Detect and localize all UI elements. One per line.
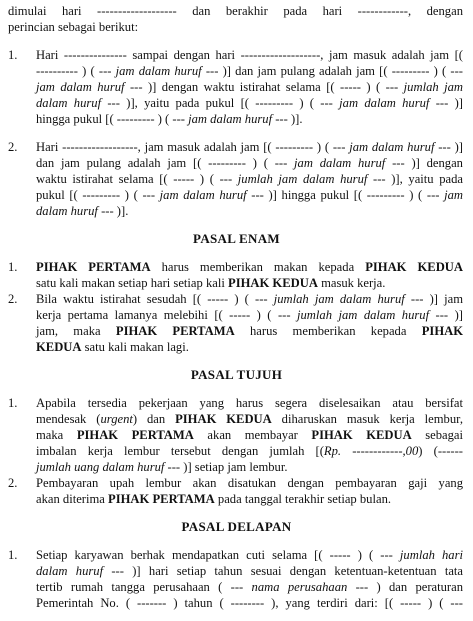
item-number: 1. xyxy=(8,260,18,274)
pasal6-i1-line-1: PIHAK PERTAMA harus memberikan makan kepada PIHAK KEDUA xyxy=(36,260,463,274)
p1-line-1: Hari --------------- sampai dengan hari -------------------, jam masuk adalah jam [( xyxy=(36,48,463,62)
item-number: 2. xyxy=(8,476,18,490)
item-number: 1. xyxy=(8,48,18,62)
intro-line-1: dimulai hari ------------------- dan berakhir pada hari ------------, dengan xyxy=(8,4,463,18)
pasal6-i2-line-3: jam, maka PIHAK PERTAMA harus memberikan kepada PIHAK xyxy=(36,324,463,338)
pasal6-i1-line-2: satu kali makan setiap hari setiap kali PIHAK KEDUA masuk kerja. xyxy=(36,276,386,290)
section-heading: PASAL DELAPAN xyxy=(181,519,292,534)
section-heading: PASAL TUJUH xyxy=(190,367,283,382)
p2-line-1: Hari ------------------, jam masuk adalah jam [( --------- ) ( --- jam dalam huruf --- )] xyxy=(36,140,463,154)
item-number: 2. xyxy=(8,292,18,306)
pasal6-i2-line-1: Bila waktu istirahat sesudah [( ----- ) ( --- jumlah jam dalam huruf --- )] jam xyxy=(36,292,464,306)
p1-line-3: jam dalam huruf --- )] dengan waktu istirahat selama [( ----- ) ( --- jumlah jam xyxy=(36,80,463,94)
intro-line-2: perincian sebagai berikut: xyxy=(8,20,139,34)
section-heading: PASAL ENAM xyxy=(193,231,280,246)
pasal7-i2-line-2: akan diterima PIHAK PERTAMA pada tanggal terakhir setiap bulan. xyxy=(36,492,392,506)
p1-line-2: ---------- ) ( --- jam dalam huruf --- )] dan jam pulang adalah jam [( --------- ) ( --- xyxy=(36,64,463,78)
item-number: 1. xyxy=(8,548,18,562)
pasal7-i1-line-5: jumlah uang dalam huruf --- )] setiap jam lembur. xyxy=(36,460,288,474)
p1-line-5: hingga pukul [( --------- ) ( --- jam dalam huruf --- )]. xyxy=(36,112,303,126)
p2-line-5: dalam huruf --- )]. xyxy=(36,204,129,218)
pasal7-i2-line-1: Pembayaran upah lembur akan disatukan dengan pembayaran gaji yang xyxy=(36,476,463,490)
pasal6-i2-line-2: kerja pertama lamanya melebihi [( ----- ) ( --- jumlah jam dalam huruf --- )] xyxy=(36,308,463,322)
pasal7-i1-line-2: mendesak (urgent) dan PIHAK KEDUA diharuskan masuk kerja lembur, xyxy=(36,412,463,426)
item-number: 2. xyxy=(8,140,18,154)
pasal6-i2-line-4: KEDUA satu kali makan lagi. xyxy=(36,340,189,354)
pasal8-i1-line-2: dalam huruf --- )] hari setiap tahun sesuai dengan ketentuan-ketentuan tata xyxy=(36,564,463,578)
pasal8-i1-line-1: Setiap karyawan berhak mendapatkan cuti selama [( ----- ) ( --- jumlah hari xyxy=(36,548,463,562)
pasal7-i1-line-1: Apabila tersedia pekerjaan yang harus segera diselesaikan atau bersifat xyxy=(36,396,463,410)
p2-line-2: dan jam pulang adalah jam [( --------- ) ( --- jam dalam huruf --- )] dengan xyxy=(36,156,463,170)
pasal8-i1-line-3: tertib rumah tangga perusahaan ( --- nama perusahaan --- ) dan peraturan xyxy=(36,580,463,594)
p2-line-3: waktu istirahat selama [( ----- ) ( --- jumlah jam dalam huruf --- )], yaitu pada xyxy=(36,172,464,186)
p2-line-4: pukul [( --------- ) ( --- jam dalam huruf --- )] hingga pukul [( --------- ) ( --- jam xyxy=(36,188,463,202)
pasal8-i1-line-4: Pemerintah No. ( ------- ) tahun ( -------- ), yang terdiri dari: [( ----- ) ( --- xyxy=(36,596,463,610)
item-number: 1. xyxy=(8,396,18,410)
pasal7-i1-line-4: imbalan kerja lembur tersebut dengan jumlah [(Rp. ------------,00) (------ xyxy=(36,444,463,458)
p1-line-4: dalam huruf --- )], yaitu pada pukul [( --------- ) ( --- jam dalam huruf --- )] xyxy=(36,96,463,110)
pasal7-i1-line-3: maka PIHAK PERTAMA akan membayar PIHAK KEDUA sebagai xyxy=(36,428,463,442)
